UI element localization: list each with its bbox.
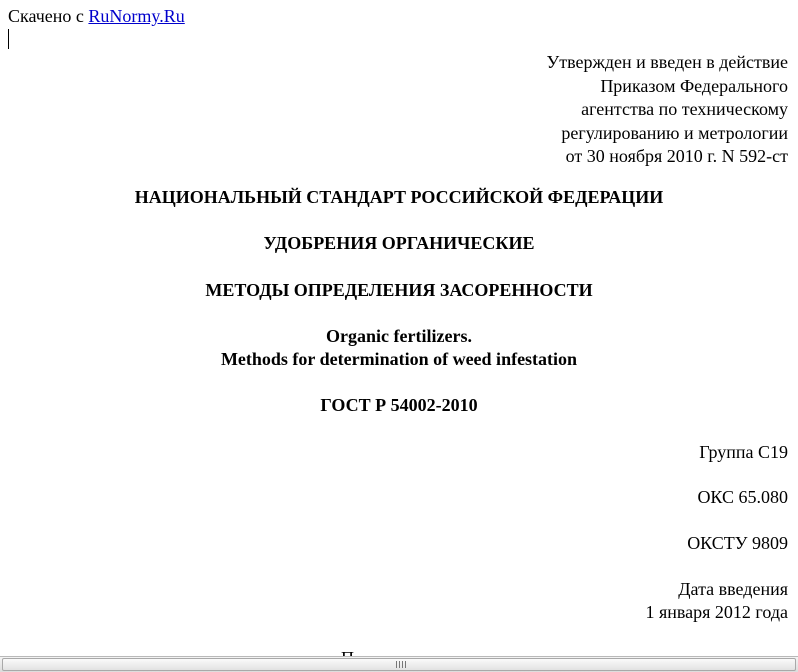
intro-date-value: 1 января 2012 года: [645, 602, 788, 622]
text-cursor: [8, 29, 9, 49]
approval-block: [546, 51, 788, 169]
okstu-label: ОКСТУ 9809: [687, 533, 788, 553]
source-prefix: Скачено с: [8, 6, 89, 26]
scrollbar-thumb[interactable]: [2, 658, 796, 671]
gost-code: ГОСТ Р 54002-2010: [320, 395, 478, 415]
approval-line: Утвержден и введен в действие: [546, 52, 788, 72]
runormy-link[interactable]: RuNormy.Ru: [88, 6, 185, 26]
intro-date-label: Дата введения: [678, 579, 788, 599]
subject-heading: УДОБРЕНИЯ ОРГАНИЧЕСКИЕ: [263, 233, 535, 253]
approval-line: агентства по техническому: [581, 99, 788, 119]
group-label: Группа С19: [699, 442, 788, 462]
methods-heading: МЕТОДЫ ОПРЕДЕЛЕНИЯ ЗАСОРЕННОСТИ: [205, 280, 593, 300]
english-title-line1: Organic fertilizers.: [326, 326, 472, 346]
approval-line: от 30 ноября 2010 г. N 592-ст: [565, 146, 788, 166]
grip-icon: [396, 661, 408, 668]
standard-heading: НАЦИОНАЛЬНЫЙ СТАНДАРТ РОССИЙСКОЙ ФЕДЕРАЦИИ: [134, 187, 664, 207]
approval-line: Приказом Федерального: [600, 75, 788, 96]
english-title-line2: Methods for determination of weed infestation: [220, 349, 578, 369]
source-line: [8, 5, 185, 27]
oks-label: ОКС 65.080: [697, 487, 788, 507]
horizontal-scrollbar[interactable]: [0, 656, 798, 672]
approval-line: регулированию и метрологии: [561, 122, 788, 143]
